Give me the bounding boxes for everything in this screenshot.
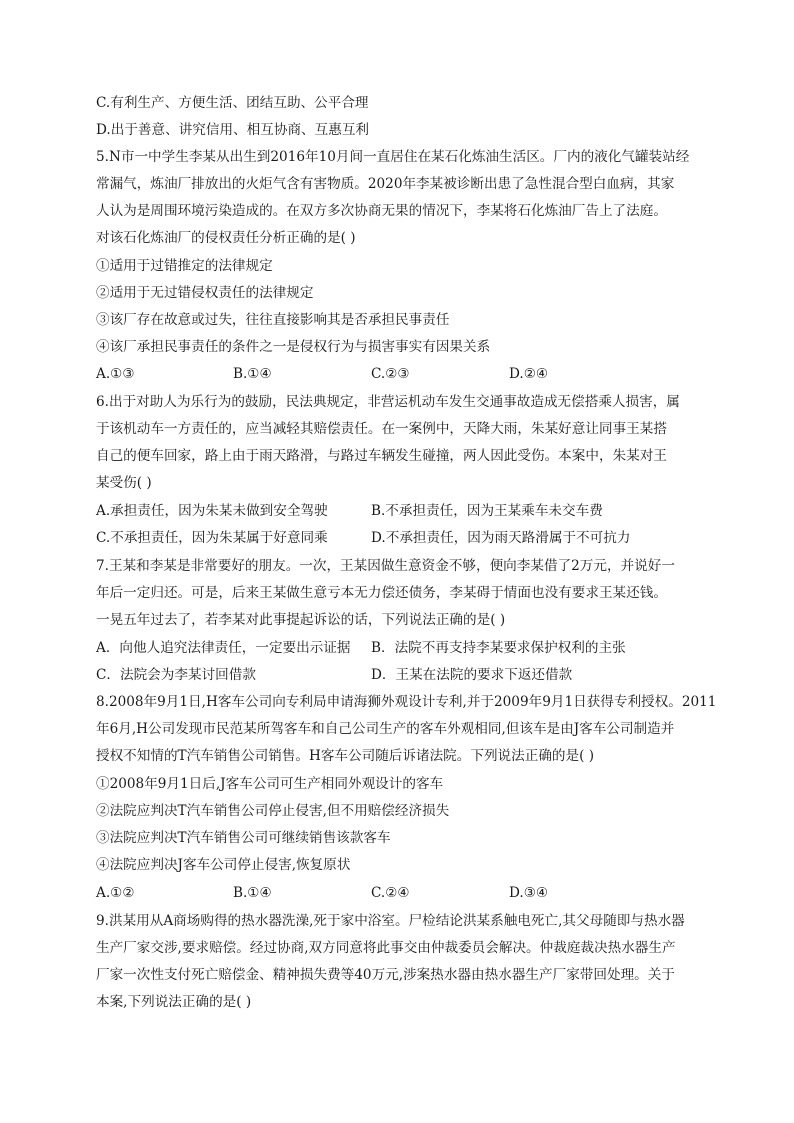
q5-stem-line: 人认为是周围环境污染造成的。在双方多次协商无果的情况下，李某将石化炼油厂告上了法庭。 (96, 203, 667, 219)
q8-stem-line: 授权不知情的T汽车销售公司销售。H客车公司随后诉诸法院。下列说法正确的是( ) (96, 748, 595, 764)
q7-option-a: A．向他人追究法律责任，一定要出示证据 (96, 640, 351, 656)
q6-option-a: A.承担责任，因为朱某未做到安全驾驶 (96, 503, 328, 519)
q9-stem-line: 生产厂家交涉,要求赔偿。经过协商,双方同意将此事交由仲裁委员会解决。仲裁庭裁决热水器生产 (96, 940, 676, 956)
q5-option-d: D.②④ (509, 366, 549, 382)
q8-option-a: A.①② (96, 885, 135, 901)
q6-option-d: D.不承担责任，因为雨天路滑属于不可抗力 (371, 530, 631, 546)
carryover-option-d: D.出于善意、讲究信用、相互协商、互惠互利 (96, 122, 370, 138)
q5-stem-line: 对该石化炼油厂的侵权责任分析正确的是( ) (96, 230, 356, 246)
q6-option-b: B.不承担责任，因为王某乘车未交车费 (371, 503, 603, 519)
q7-option-b: B．法院不再支持李某要求保护权利的主张 (371, 640, 626, 656)
q8-statement: ③法院应判决T汽车销售公司可继续销售该款客车 (96, 830, 391, 846)
q8-statement: ①2008年9月1日后,J客车公司可生产相同外观设计的客车 (96, 776, 444, 792)
q5-stem-line: 常漏气，炼油厂排放出的火炬气含有害物质。2020年李某被诊断出患了急性混合型白血病，其家 (96, 176, 675, 192)
q7-stem-line: 年后一定归还。可是，后来王某做生意亏本无力偿还债务，李某碍于情面也没有要求王某还钱。 (96, 585, 667, 601)
q8-statement: ④法院应判决J客车公司停止侵害,恢复原状 (96, 857, 351, 873)
q5-option-b: B.①④ (233, 366, 272, 382)
q7-option-c: C．法院会为李某讨回借款 (96, 667, 256, 683)
q5-statement: ③该厂存在故意或过失，往往直接影响其是否承担民事责任 (96, 312, 450, 328)
q5-statement: ①适用于过错推定的法律规定 (96, 258, 273, 274)
q6-stem-line: 自己的便车回家，路上由于雨天路滑，与路过车辆发生碰撞，两人因此受伤。本案中，朱某对王 (96, 448, 667, 464)
q8-option-c: C.②④ (371, 885, 410, 901)
q9-stem-line: 9.洪某用从A商场购得的热水器洗澡,死于家中浴室。尸检结论洪某系触电死亡,其父母随即与热水器 (96, 913, 685, 929)
q5-option-a: A.①③ (96, 366, 135, 382)
q8-option-b: B.①④ (233, 885, 272, 901)
carryover-option-c: C.有利生产、方便生活、团结互助、公平合理 (96, 95, 369, 111)
q5-option-c: C.②③ (371, 366, 410, 382)
q9-stem-line: 本案,下列说法正确的是( ) (96, 994, 252, 1010)
q8-statement: ②法院应判决T汽车销售公司停止侵害,但不用赔偿经济损失 (96, 803, 450, 819)
q8-option-d: D.③④ (509, 885, 549, 901)
q8-stem-line: 年6月,H公司发现市民范某所驾客车和自己公司生产的客车外观相同,但该车是由J客车公司制造并 (96, 721, 675, 737)
q5-stem-line: 5.N市一中学生李某从出生到2016年10月间一直居住在某石化炼油生活区。厂内的液化气罐装站经 (96, 149, 690, 165)
q6-stem-line: 于该机动车一方责任的，应当减轻其赔偿责任。在一案例中，天降大雨，朱某好意让同事王某搭 (96, 421, 667, 437)
q9-stem-line: 厂家一次性支付死亡赔偿金、精神损失费等40万元,涉案热水器由热水器生产厂家带回处理。关于 (96, 967, 675, 983)
q8-stem-line: 8.2008年9月1日,H客车公司向专利局申请海狮外观设计专利,并于2009年9月1日获得专利授权。2011 (96, 694, 716, 710)
q5-statement: ②适用于无过错侵权责任的法律规定 (96, 285, 314, 301)
q7-option-d: D．王某在法院的要求下返还借款 (371, 667, 573, 683)
q7-stem-line: 一晃五年过去了，若李某对此事提起诉讼的话，下列说法正确的是( ) (96, 612, 506, 628)
q6-stem-line: 6.出于对助人为乐行为的鼓励，民法典规定，非营运机动车发生交通事故造成无偿搭乘人损害，属 (96, 394, 680, 410)
q5-statement: ④该厂承担民事责任的条件之一是侵权行为与损害事实有因果关系 (96, 339, 491, 355)
q6-option-c: C.不承担责任，因为朱某属于好意同乘 (96, 530, 328, 546)
q6-stem-line: 某受伤( ) (96, 475, 152, 491)
q7-stem-line: 7.王某和李某是非常要好的朋友。一次，王某因做生意资金不够，便向李某借了2万元，并说好一 (96, 558, 675, 574)
